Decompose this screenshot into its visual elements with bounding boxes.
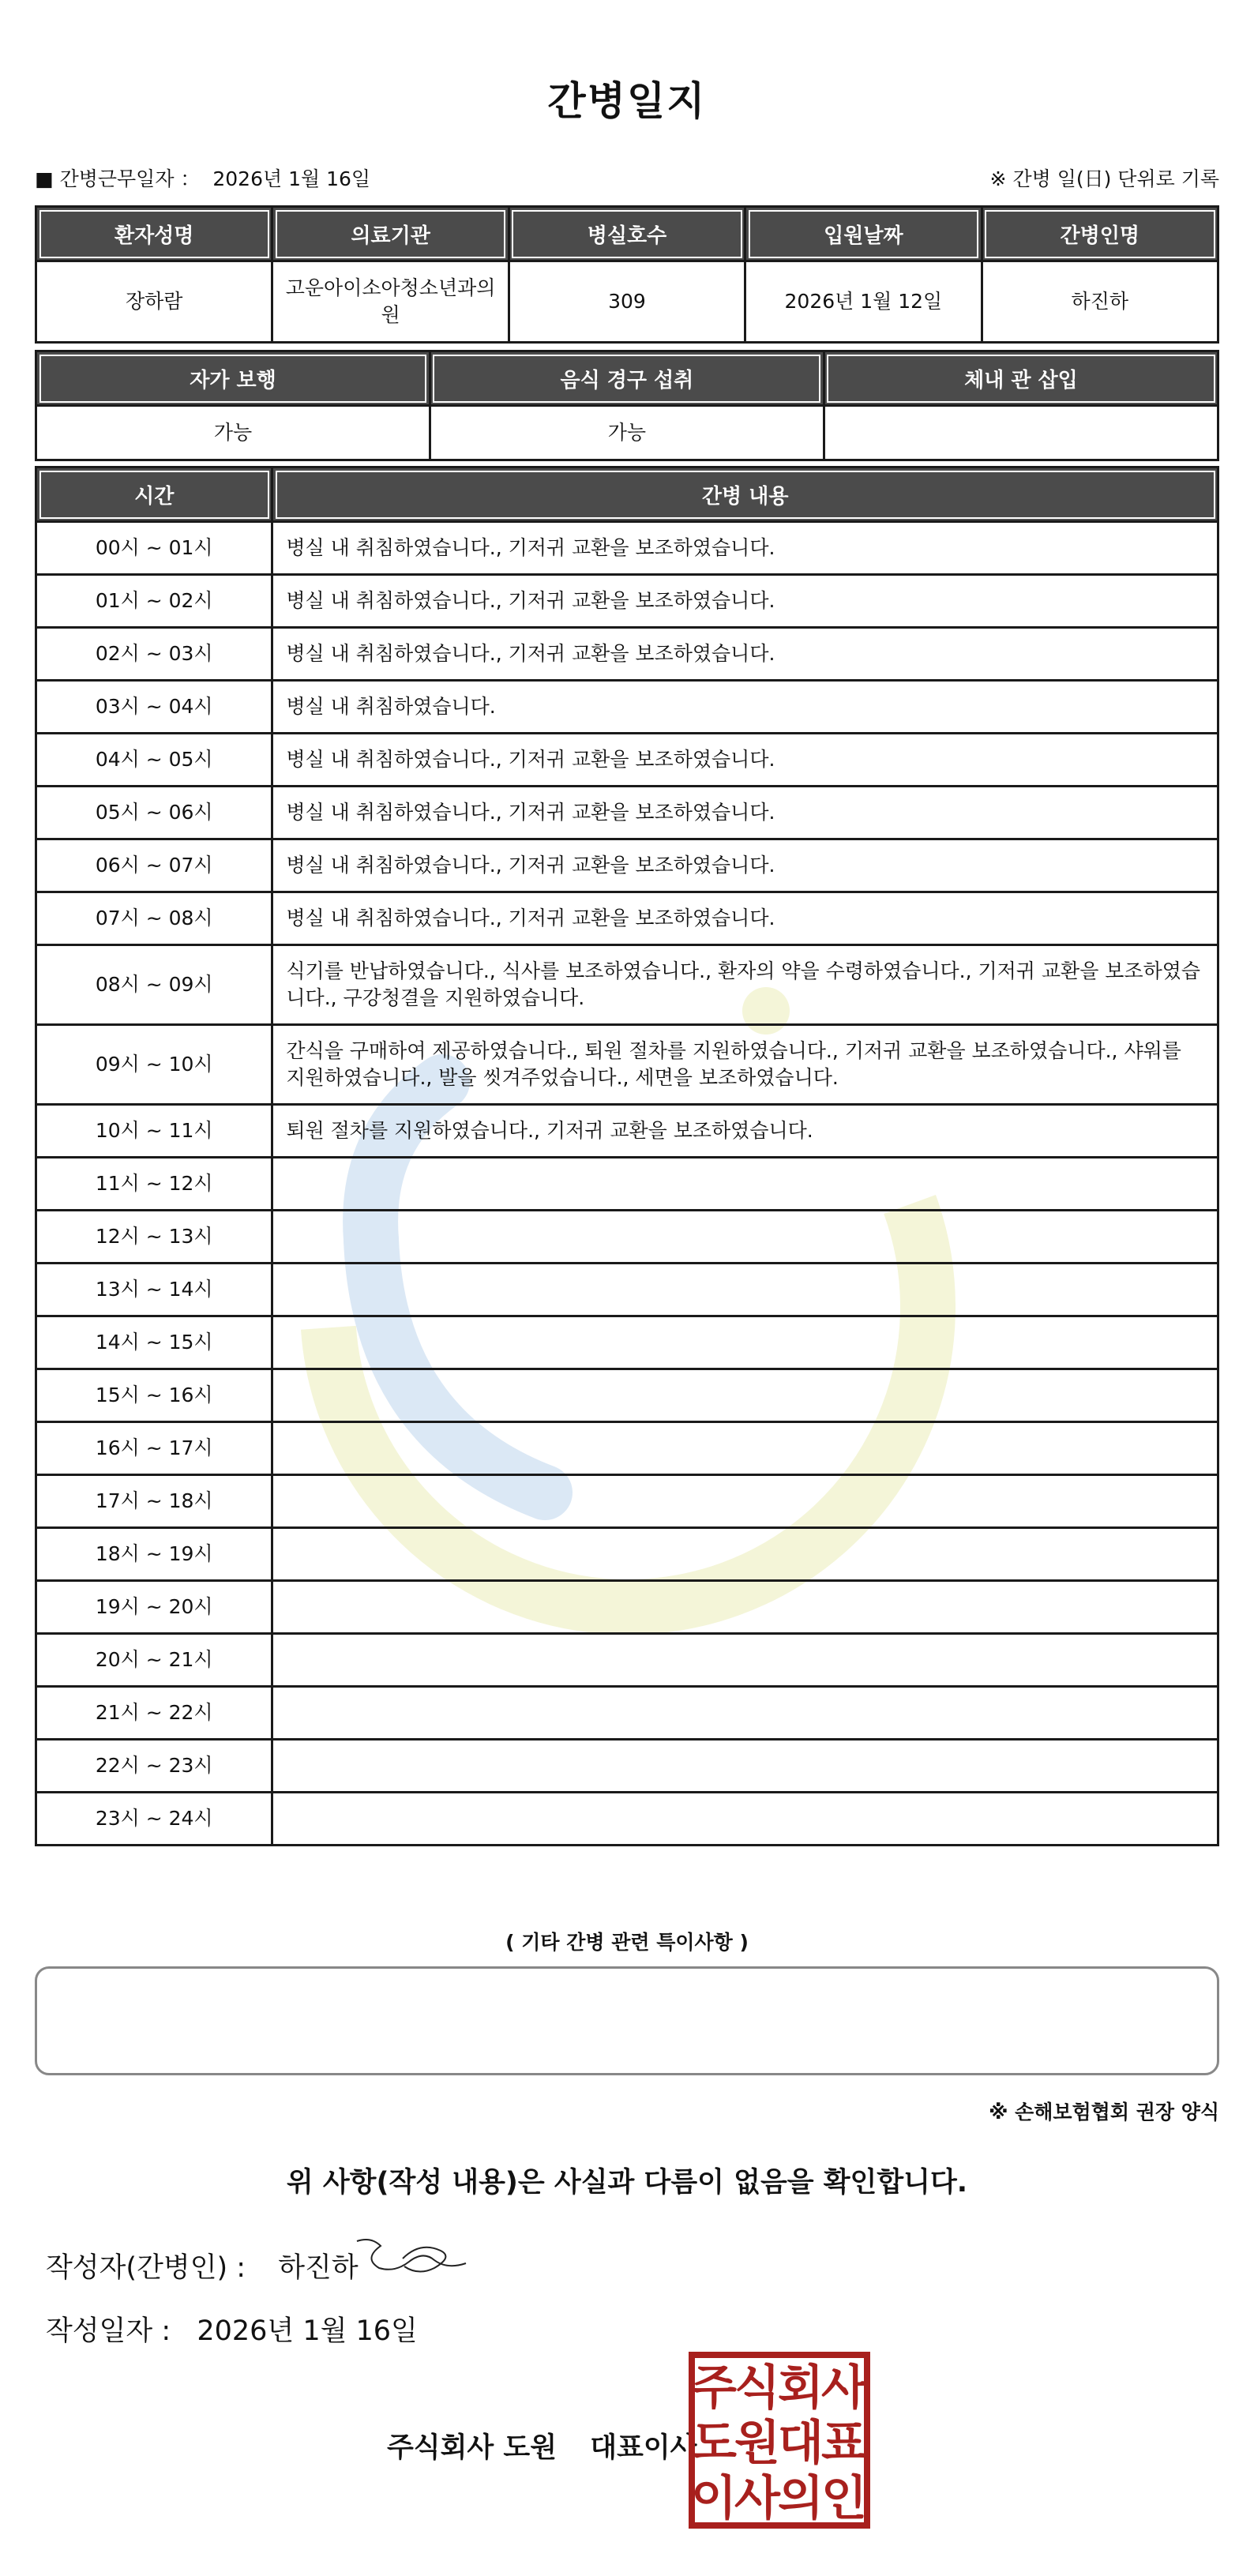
time-slot: 23시 ~ 24시 (36, 1793, 272, 1846)
standard-form-note: ※ 손해보험협회 권장 양식 (989, 2101, 1219, 2124)
care-content (272, 1211, 1218, 1264)
written-date-value: 2026년 1월 16일 (197, 2315, 418, 2347)
header-room-number: 병실호수 (509, 207, 745, 261)
seal-character: 사 (734, 2471, 780, 2526)
care-log-row (36, 1211, 1218, 1264)
care-log-row (36, 575, 1218, 628)
header-patient-name: 환자성명 (36, 207, 272, 261)
care-content: 병실 내 취침하였습니다. (272, 681, 1218, 734)
care-log-table (35, 466, 1219, 1846)
care-content (272, 1634, 1218, 1687)
work-date-value: 2026년 1월 16일 (212, 167, 371, 190)
time-slot: 09시 ~ 10시 (36, 1025, 272, 1105)
confirmation-statement: 위 사항(작성 내용)은 사실과 다름이 없음을 확인합니다. (286, 2167, 968, 2199)
care-log-row (36, 522, 1218, 575)
care-content: 병실 내 취침하였습니다., 기저귀 교환을 보조하였습니다. (272, 628, 1218, 681)
care-content (272, 1264, 1218, 1316)
time-slot: 07시 ~ 08시 (36, 892, 272, 945)
care-content (272, 1369, 1218, 1422)
admission-date: 2026년 1월 12일 (745, 261, 982, 343)
signature-image (347, 2227, 474, 2290)
seal-character: 의 (778, 2471, 824, 2526)
time-slot: 01시 ~ 02시 (36, 575, 272, 628)
time-slot: 08시 ~ 09시 (36, 945, 272, 1025)
care-log-row (36, 1740, 1218, 1793)
seal-character: 회 (778, 2360, 824, 2416)
written-date-line (46, 2309, 418, 2349)
care-content (272, 1475, 1218, 1528)
care-log-row (36, 1369, 1218, 1422)
written-date-label: 작성일자 : (46, 2315, 171, 2347)
care-log-row (36, 1528, 1218, 1581)
care-log-row (36, 1475, 1218, 1528)
time-slot: 14시 ~ 15시 (36, 1316, 272, 1369)
seal-character: 표 (821, 2416, 867, 2471)
care-content: 간식을 구매하여 제공하였습니다., 퇴원 절차를 지원하였습니다., 기저귀 교환을 보조하였습니다., 샤워를 지원하였습니다., 발을 씻겨주었습니다., 세면을 보조하였습니다. (272, 1025, 1218, 1105)
care-log-row (36, 1687, 1218, 1740)
care-content: 병실 내 취침하였습니다., 기저귀 교환을 보조하였습니다. (272, 839, 1218, 892)
header-care-content: 간병 내용 (272, 468, 1218, 522)
company-seal-stamp (689, 2352, 870, 2529)
page-title: 간병일지 (547, 78, 707, 124)
care-log-row (36, 628, 1218, 681)
seal-character: 도 (691, 2416, 737, 2471)
care-log-row (36, 1158, 1218, 1211)
care-log-row (36, 1581, 1218, 1634)
time-slot: 18시 ~ 19시 (36, 1528, 272, 1581)
time-slot: 02시 ~ 03시 (36, 628, 272, 681)
care-content (272, 1422, 1218, 1475)
care-log-row (36, 945, 1218, 1025)
time-slot: 22시 ~ 23시 (36, 1740, 272, 1793)
time-slot: 05시 ~ 06시 (36, 787, 272, 839)
company-line (387, 2426, 696, 2465)
patient-name: 장하람 (36, 261, 272, 343)
time-slot: 15시 ~ 16시 (36, 1369, 272, 1422)
special-notes-box (35, 1966, 1219, 2075)
seal-character: 대 (778, 2416, 824, 2471)
care-content (272, 1581, 1218, 1634)
patient-status-value-row (36, 406, 1218, 460)
time-slot: 06시 ~ 07시 (36, 839, 272, 892)
time-slot: 12시 ~ 13시 (36, 1211, 272, 1264)
care-content (272, 1158, 1218, 1211)
patient-status-header-row (36, 351, 1218, 406)
care-log-row (36, 734, 1218, 787)
time-slot: 00시 ~ 01시 (36, 522, 272, 575)
care-content (272, 1316, 1218, 1369)
care-log-row (36, 1422, 1218, 1475)
care-log-row (36, 681, 1218, 734)
time-slot: 21시 ~ 22시 (36, 1687, 272, 1740)
time-slot: 03시 ~ 04시 (36, 681, 272, 734)
time-slot: 17시 ~ 18시 (36, 1475, 272, 1528)
care-log-row (36, 839, 1218, 892)
header-self-walking: 자가 보행 (36, 351, 430, 406)
care-content: 병실 내 취침하였습니다., 기저귀 교환을 보조하였습니다. (272, 734, 1218, 787)
care-log-row (36, 1025, 1218, 1105)
seal-character: 이 (691, 2471, 737, 2526)
room-number: 309 (509, 261, 745, 343)
time-slot: 10시 ~ 11시 (36, 1105, 272, 1158)
company-name: 주식회사 도원 (387, 2432, 558, 2464)
writer-name: 하진하 (278, 2252, 359, 2284)
time-slot: 20시 ~ 21시 (36, 1634, 272, 1687)
care-content (272, 1740, 1218, 1793)
care-content: 병실 내 취침하였습니다., 기저귀 교환을 보조하였습니다. (272, 575, 1218, 628)
time-slot: 16시 ~ 17시 (36, 1422, 272, 1475)
work-date (35, 163, 370, 192)
patient-info-table (35, 205, 1219, 344)
care-log-body (36, 522, 1218, 1846)
caregiver-name: 하진하 (982, 261, 1218, 343)
care-log-row (36, 1793, 1218, 1846)
work-date-label: ■ 간병근무일자 ： (35, 167, 201, 190)
time-slot: 19시 ~ 20시 (36, 1581, 272, 1634)
oral-intake-value: 가능 (430, 406, 824, 460)
header-institution: 의료기관 (272, 207, 509, 261)
care-content (272, 1687, 1218, 1740)
patient-info-header-row (36, 207, 1218, 261)
care-log-row (36, 1264, 1218, 1316)
writer-line (46, 2246, 359, 2285)
header-oral-intake: 음식 경구 섭취 (430, 351, 824, 406)
patient-status-table (35, 350, 1219, 461)
seal-character: 사 (821, 2360, 867, 2416)
care-content: 병실 내 취침하였습니다., 기저귀 교환을 보조하였습니다. (272, 787, 1218, 839)
time-slot: 13시 ~ 14시 (36, 1264, 272, 1316)
care-log-row (36, 1634, 1218, 1687)
care-log-row (36, 1316, 1218, 1369)
care-log-row (36, 892, 1218, 945)
record-unit-note: ※ 간병 일(日) 단위로 기록 (989, 167, 1219, 190)
header-admission-date: 입원날짜 (745, 207, 982, 261)
header-tube-insertion: 체내 관 삽입 (824, 351, 1218, 406)
care-content: 식기를 반납하였습니다., 식사를 보조하였습니다., 환자의 약을 수령하였습니다., 기저귀 교환을 보조하였습니다., 구강청결을 지원하였습니다. (272, 945, 1218, 1025)
seal-character: 원 (734, 2416, 780, 2471)
header-caregiver-name: 간병인명 (982, 207, 1218, 261)
time-slot: 04시 ~ 05시 (36, 734, 272, 787)
care-log-row (36, 787, 1218, 839)
self-walking-value: 가능 (36, 406, 430, 460)
special-notes-title: ( 기타 간병 관련 특이사항 ) (505, 1931, 749, 1954)
care-content: 병실 내 취침하였습니다., 기저귀 교환을 보조하였습니다. (272, 522, 1218, 575)
writer-label: 작성자(간병인) : (46, 2252, 246, 2284)
care-content (272, 1528, 1218, 1581)
tube-insertion-value (824, 406, 1218, 460)
seal-character: 인 (821, 2471, 867, 2526)
patient-info-value-row (36, 261, 1218, 343)
care-log-row (36, 1105, 1218, 1158)
care-content (272, 1793, 1218, 1846)
care-content: 병실 내 취침하였습니다., 기저귀 교환을 보조하였습니다. (272, 892, 1218, 945)
time-slot: 11시 ~ 12시 (36, 1158, 272, 1211)
care-log-header-row (36, 468, 1218, 522)
seal-character: 식 (734, 2360, 780, 2416)
seal-character: 주 (691, 2360, 737, 2416)
header-time: 시간 (36, 468, 272, 522)
care-content: 퇴원 절차를 지원하였습니다., 기저귀 교환을 보조하였습니다. (272, 1105, 1218, 1158)
institution: 고운아이소아청소년과의원 (272, 261, 509, 343)
representative-title: 대표이사 (590, 2432, 697, 2464)
